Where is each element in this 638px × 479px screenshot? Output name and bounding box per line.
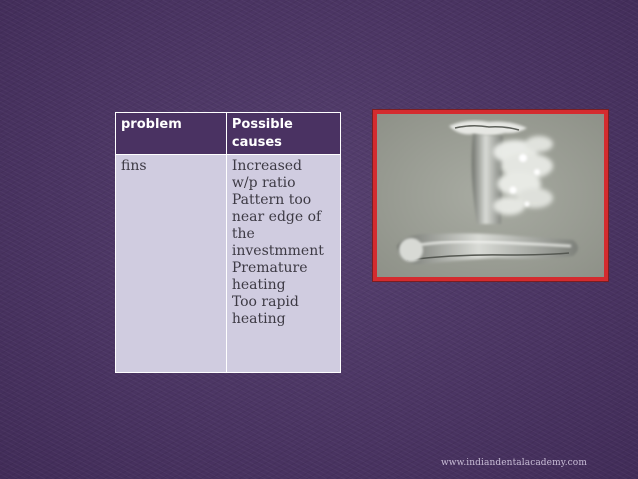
problem-causes-table (115, 112, 341, 373)
cause-line: Too rapid (231, 294, 299, 310)
cause-line: heating (231, 277, 286, 293)
cause-line: Pattern too (231, 192, 312, 208)
header-problem: problem (116, 113, 227, 155)
problem-cell: fins (116, 155, 227, 373)
table-row (116, 155, 341, 373)
table-header-row (116, 113, 341, 155)
cause-line: investmment (231, 243, 324, 259)
causes-cell (226, 155, 340, 373)
cause-line: Increased (231, 158, 303, 174)
header-possible-causes: Possible causes (226, 113, 340, 155)
casting-fins-photo (373, 110, 608, 281)
cause-line: the (231, 226, 255, 242)
footer-url: www.indiandentalacademy.com (441, 458, 587, 468)
cause-line: near edge of (231, 209, 322, 225)
casting-image (377, 114, 604, 277)
cause-line: w/p ratio (231, 175, 296, 191)
cause-line: Premature (231, 260, 308, 276)
cause-line: heating (231, 311, 286, 327)
